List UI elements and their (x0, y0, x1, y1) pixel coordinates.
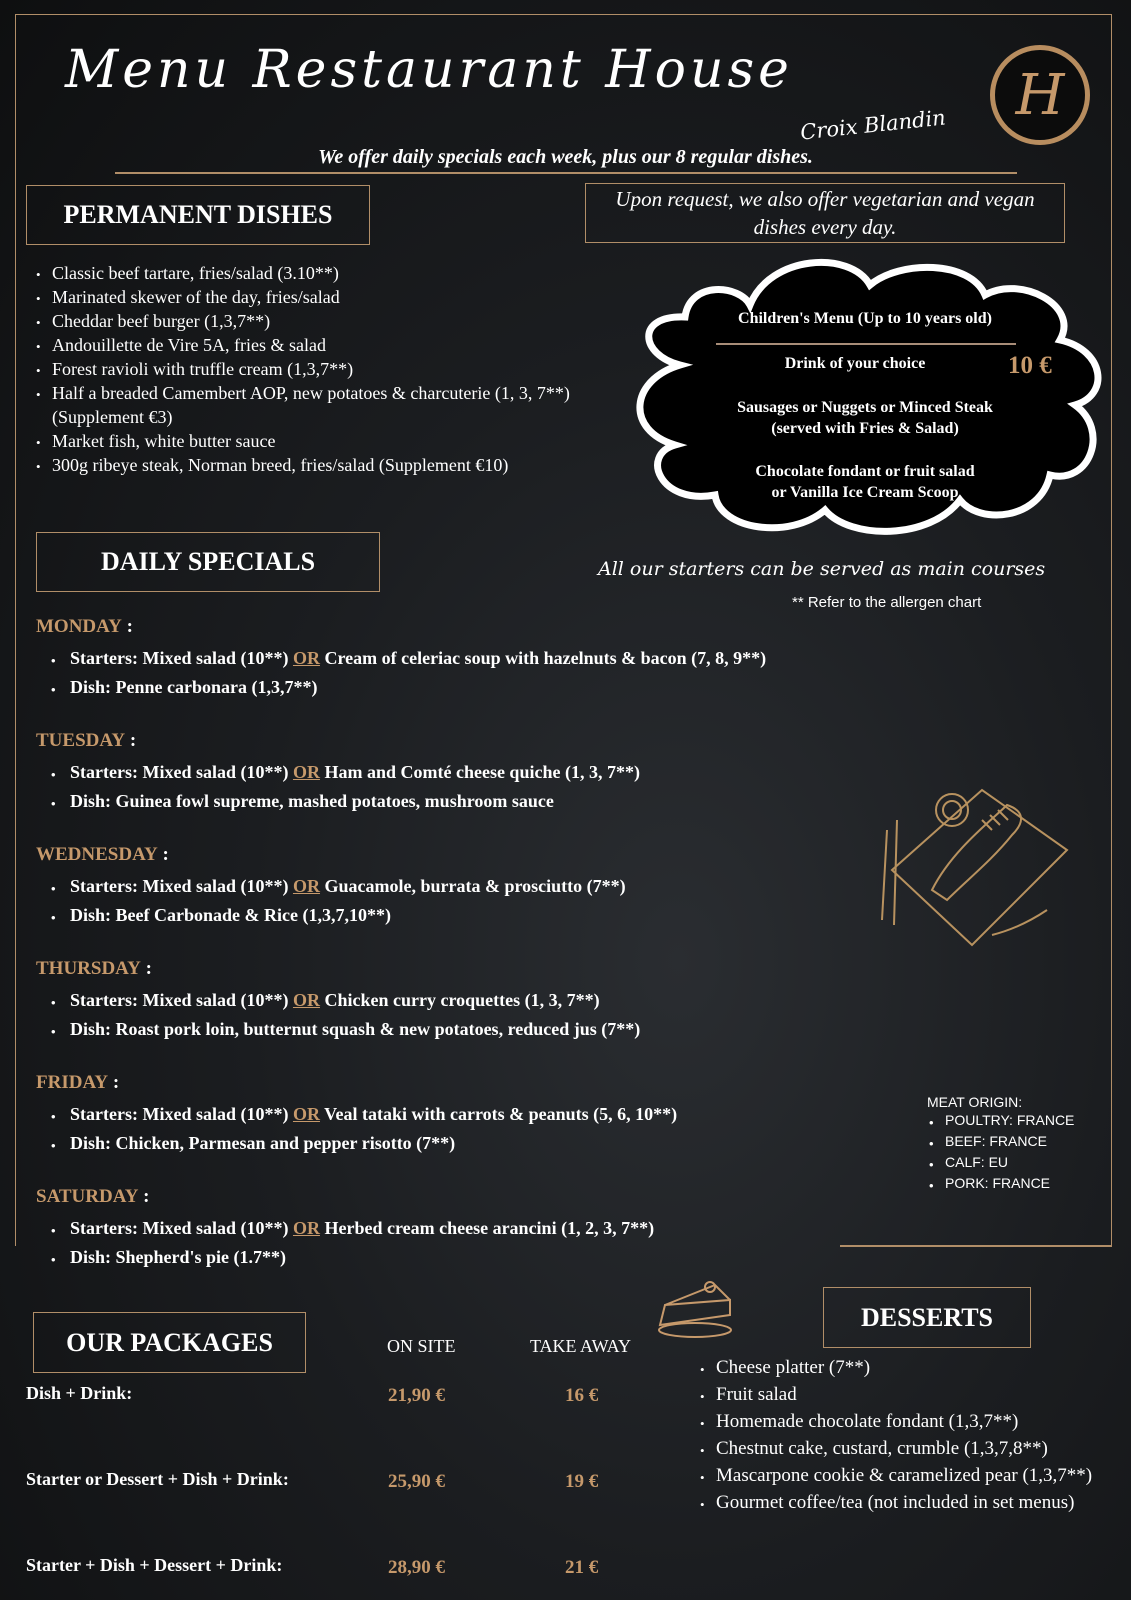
starter-alt: Veal tataki with carrots & peanuts (5, 6, 10**) (324, 1104, 678, 1124)
or-label: OR (292, 990, 320, 1010)
starter-alt: Chicken curry croquettes (1, 3, 7**) (324, 990, 600, 1010)
package-label: Starter + Dish + Dessert + Drink: (26, 1555, 283, 1575)
day-heading (36, 1072, 916, 1094)
desserts-list (698, 1354, 1118, 1516)
list-item: • POULTRY: FRANCE (927, 1110, 1074, 1131)
day-name: TUESDAY (36, 730, 126, 751)
day-heading (36, 616, 916, 638)
starter-item (36, 758, 916, 787)
starter-base: Starters: Mixed salad (10**) (70, 1218, 289, 1238)
package-onsite-price: 21,90 € (388, 1385, 445, 1406)
starter-base: Starters: Mixed salad (10**) (70, 762, 289, 782)
or-label: OR (292, 1218, 320, 1238)
menu-title: Menu Restaurant House (65, 40, 793, 100)
vegetarian-note: Upon request, we also offer vegetarian and vegan dishes every day. (585, 183, 1065, 243)
dish-item: • Dish: Shepherd's pie (1.7**) (36, 1243, 916, 1272)
list-item: • Forest ravioli with truffle cream (1,3,7**) (34, 357, 604, 381)
dish-item: • Dish: Beef Carbonade & Rice (1,3,7,10**) (36, 901, 916, 930)
day-name: FRIDAY (36, 1072, 109, 1093)
starter-item (36, 1214, 916, 1243)
package-onsite-price: 28,90 € (388, 1557, 445, 1578)
starter-base: Starters: Mixed salad (10**) (70, 1104, 289, 1124)
children-dessert-line: Chocolate fondant or fruit salad (755, 463, 975, 480)
list-item: • Homemade chocolate fondant (1,3,7**) (698, 1408, 1118, 1435)
day-heading (36, 958, 916, 980)
dish-item: • Dish: Guinea fowl supreme, mashed potatoes, mushroom sauce (36, 787, 916, 816)
list-item: • Andouillette de Vire 5A, fries & salad (34, 333, 604, 357)
day-tuesday (36, 730, 916, 816)
list-item: • Mascarpone cookie & caramelized pear (1,3,7**) (698, 1462, 1118, 1489)
list-item: • Cheese platter (7**) (698, 1354, 1118, 1381)
day-heading (36, 730, 916, 752)
day-heading (36, 844, 916, 866)
dish-item: • Dish: Roast pork loin, butternut squash & new potatoes, reduced jus (7**) (36, 1015, 916, 1044)
list-item: • BEEF: FRANCE (927, 1131, 1074, 1152)
children-main-line: Sausages or Nuggets or Minced Steak (737, 399, 993, 416)
or-label: OR (292, 648, 320, 668)
package-takeaway-price: 21 € (565, 1557, 599, 1578)
or-label: OR (292, 1104, 320, 1124)
starter-item (36, 986, 916, 1015)
starter-item (36, 644, 916, 673)
package-label: Starter or Dessert + Dish + Drink: (26, 1469, 289, 1489)
starter-alt: Cream of celeriac soup with hazelnuts & bacon (7, 8, 9**) (324, 648, 767, 668)
col-on-site: ON SITE (387, 1336, 456, 1356)
children-menu-divider (716, 343, 1016, 345)
house-logo: H (990, 45, 1090, 145)
package-takeaway-price: 19 € (565, 1471, 599, 1492)
or-label: OR (292, 762, 320, 782)
list-item: • Chestnut cake, custard, crumble (1,3,7,8**) (698, 1435, 1118, 1462)
children-price: 10 € (1008, 352, 1052, 379)
dish-item: • Dish: Chicken, Parmesan and pepper risotto (7**) (36, 1129, 916, 1158)
package-label: Dish + Drink: (26, 1383, 133, 1403)
day-thursday (36, 958, 916, 1044)
day-name: MONDAY (36, 616, 122, 637)
day-colon: : (125, 730, 137, 751)
tagline-divider (115, 172, 1017, 174)
package-takeaway-price: 16 € (565, 1385, 599, 1406)
day-colon: : (140, 958, 152, 979)
list-item: • Gourmet coffee/tea (not included in set menus) (698, 1489, 1118, 1516)
starter-base: Starters: Mixed salad (10**) (70, 876, 289, 896)
meat-origin-title: MEAT ORIGIN: (927, 1094, 1023, 1110)
children-menu-title: Children's Menu (Up to 10 years old) (738, 310, 992, 327)
children-dessert (700, 461, 1030, 503)
starter-base: Starters: Mixed salad (10**) (70, 990, 289, 1010)
day-monday (36, 616, 916, 702)
day-colon: : (121, 616, 133, 637)
steak-board-illustration (872, 760, 1072, 960)
or-label: OR (292, 876, 320, 896)
day-colon: : (108, 1072, 120, 1093)
tagline: We offer daily specials each week, plus our 8 regular dishes. (318, 146, 813, 168)
starter-alt: Ham and Comté cheese quiche (1, 3, 7**) (324, 762, 640, 782)
day-colon: : (138, 1186, 150, 1207)
list-item: • Marinated skewer of the day, fries/salad (34, 285, 604, 309)
packages-heading: OUR PACKAGES (33, 1312, 306, 1373)
cake-slice-illustration (655, 1275, 735, 1340)
desserts-heading: DESSERTS (823, 1287, 1031, 1348)
list-item: • Fruit salad (698, 1381, 1118, 1408)
starter-alt: Herbed cream cheese arancini (1, 2, 3, 7**) (324, 1218, 655, 1238)
dish-item: • Dish: Penne carbonara (1,3,7**) (36, 673, 916, 702)
day-wednesday (36, 844, 916, 930)
day-heading (36, 1186, 916, 1208)
day-saturday (36, 1186, 916, 1272)
children-dessert-line: or Vanilla Ice Cream Scoop (771, 484, 959, 501)
children-main-line: (served with Fries & Salad) (771, 420, 959, 437)
children-main (700, 397, 1030, 439)
meat-origin (927, 1094, 1074, 1194)
permanent-dishes-list (34, 261, 604, 477)
list-item: • 300g ribeye steak, Norman breed, fries/salad (Supplement €10) (34, 453, 604, 477)
list-item: • Cheddar beef burger (1,3,7**) (34, 309, 604, 333)
starter-item (36, 872, 916, 901)
starter-base: Starters: Mixed salad (10**) (70, 648, 289, 668)
day-name: WEDNESDAY (36, 844, 158, 865)
starter-alt: Guacamole, burrata & prosciutto (7**) (324, 876, 626, 896)
list-item: • PORK: FRANCE (927, 1173, 1074, 1194)
package-onsite-price: 25,90 € (388, 1471, 445, 1492)
permanent-dishes-heading: PERMANENT DISHES (26, 185, 370, 245)
col-take-away: TAKE AWAY (530, 1336, 631, 1356)
starter-item (36, 1100, 916, 1129)
list-item: • Market fish, white butter sauce (34, 429, 604, 453)
list-item: • CALF: EU (927, 1152, 1074, 1173)
list-item: • Half a breaded Camembert AOP, new potatoes & charcuterie (1, 3, 7**) (Supplement €3) (34, 381, 604, 429)
menu-subtitle: Croix Blandin (799, 105, 947, 145)
children-drink: Drink of your choice (784, 355, 926, 372)
day-name: SATURDAY (36, 1186, 139, 1207)
day-friday (36, 1072, 916, 1158)
day-name: THURSDAY (36, 958, 141, 979)
starters-note: All our starters can be served as main courses (598, 558, 1046, 580)
allergen-note: ** Refer to the allergen chart (792, 594, 982, 611)
day-colon: : (157, 844, 169, 865)
list-item: • Classic beef tartare, fries/salad (3.10**) (34, 261, 604, 285)
daily-specials-heading: DAILY SPECIALS (36, 532, 380, 592)
